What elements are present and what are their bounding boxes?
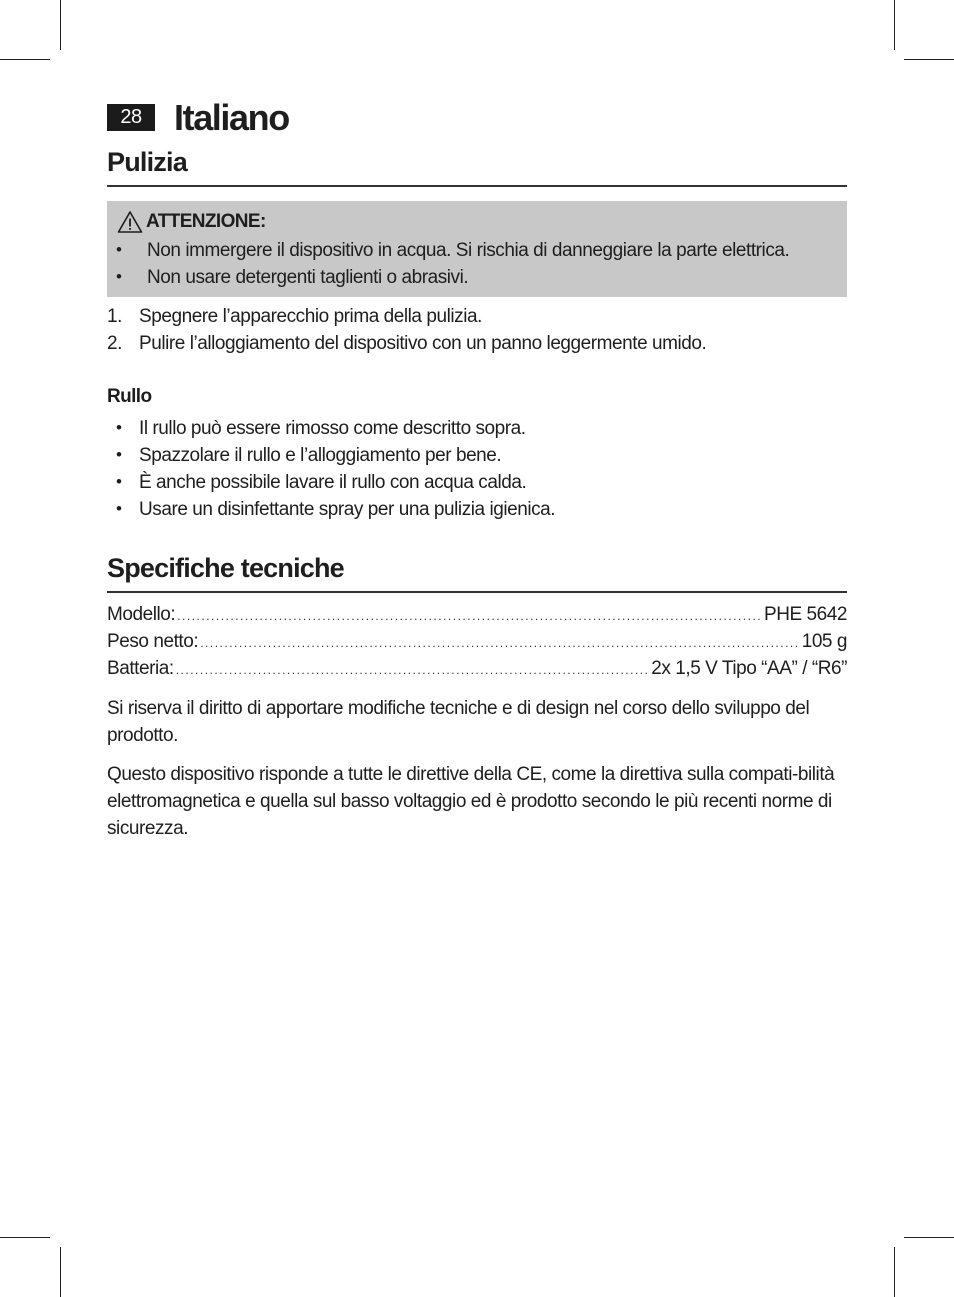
spec-leader-dots: [177, 604, 762, 628]
spec-leader-dots: [200, 631, 800, 655]
roller-bullet: •: [116, 499, 122, 518]
spec-label: Batteria:: [107, 658, 174, 679]
roller-bullet: •: [116, 445, 122, 464]
spec-row-battery: [107, 657, 847, 682]
cleaning-heading-rule: [107, 185, 847, 187]
spec-label: Peso netto:: [107, 631, 199, 652]
specs-heading-rule: [107, 591, 847, 593]
warning-box: [107, 201, 847, 297]
spec-value: 105 g: [801, 631, 847, 652]
cleaning-heading: Pulizia: [107, 147, 187, 177]
crop-mark-bottom-left-vertical: [60, 1247, 61, 1297]
step-number: 2.: [107, 333, 123, 354]
specs-heading: Specifiche tecniche: [107, 553, 344, 583]
language-title: Italiano: [174, 97, 289, 138]
warning-title: [117, 210, 266, 234]
page-number: 28: [107, 104, 155, 131]
warning-item: Non immergere il dispositivo in acqua. Si rischia di danneggiare la parte elettrica.: [147, 240, 790, 261]
crop-mark-top-left-vertical: [60, 0, 61, 50]
step-text: Pulire l’alloggiamento del dispositivo con un panno leggermente umido.: [139, 333, 707, 354]
crop-mark-top-right-vertical: [894, 0, 895, 50]
crop-mark-bottom-left-horizontal: [0, 1237, 50, 1238]
warning-bullet: •: [116, 240, 122, 259]
warning-item: Non usare detergenti taglienti o abrasivi.: [147, 267, 469, 288]
step-text: Spegnere l’apparecchio prima della pulizia.: [139, 306, 482, 327]
roller-item: È anche possibile lavare il rullo con acqua calda.: [139, 472, 527, 493]
warning-triangle-icon: [117, 210, 143, 234]
warning-title-text: ATTENZIONE:: [146, 211, 266, 232]
spec-label: Modello:: [107, 604, 176, 625]
step-number: 1.: [107, 306, 123, 327]
roller-item: Usare un disinfettante spray per una pulizia igienica.: [139, 499, 556, 520]
roller-bullet: •: [116, 418, 122, 437]
specs-note-ce-compliance: Questo dispositivo risponde a tutte le direttive della CE, come la direttiva sulla compati-bilità elettromagnetica e quella sul basso voltaggio ed è prodotto secondo le più recenti norme di sicurezza.: [107, 764, 835, 839]
spec-value: PHE 5642: [763, 604, 847, 625]
specs-note-design-changes: Si riserva il diritto di apportare modifiche tecniche e di design nel corso dello sviluppo del prodotto.: [107, 698, 810, 746]
crop-mark-bottom-right-vertical: [894, 1247, 895, 1297]
roller-heading: Rullo: [107, 386, 152, 407]
spec-row-weight: [107, 630, 847, 655]
spec-row-model: [107, 603, 847, 628]
crop-mark-top-right-horizontal: [904, 59, 954, 60]
spec-value: 2x 1,5 V Tipo “AA” / “R6”: [651, 658, 847, 679]
roller-item: Spazzolare il rullo e l’alloggiamento per bene.: [139, 445, 502, 466]
roller-item: Il rullo può essere rimosso come descritto sopra.: [139, 418, 526, 439]
crop-mark-bottom-right-horizontal: [904, 1237, 954, 1238]
roller-bullet: •: [116, 472, 122, 491]
spec-leader-dots: [176, 658, 650, 682]
warning-bullet: •: [116, 267, 122, 286]
crop-mark-top-left-horizontal: [0, 59, 50, 60]
